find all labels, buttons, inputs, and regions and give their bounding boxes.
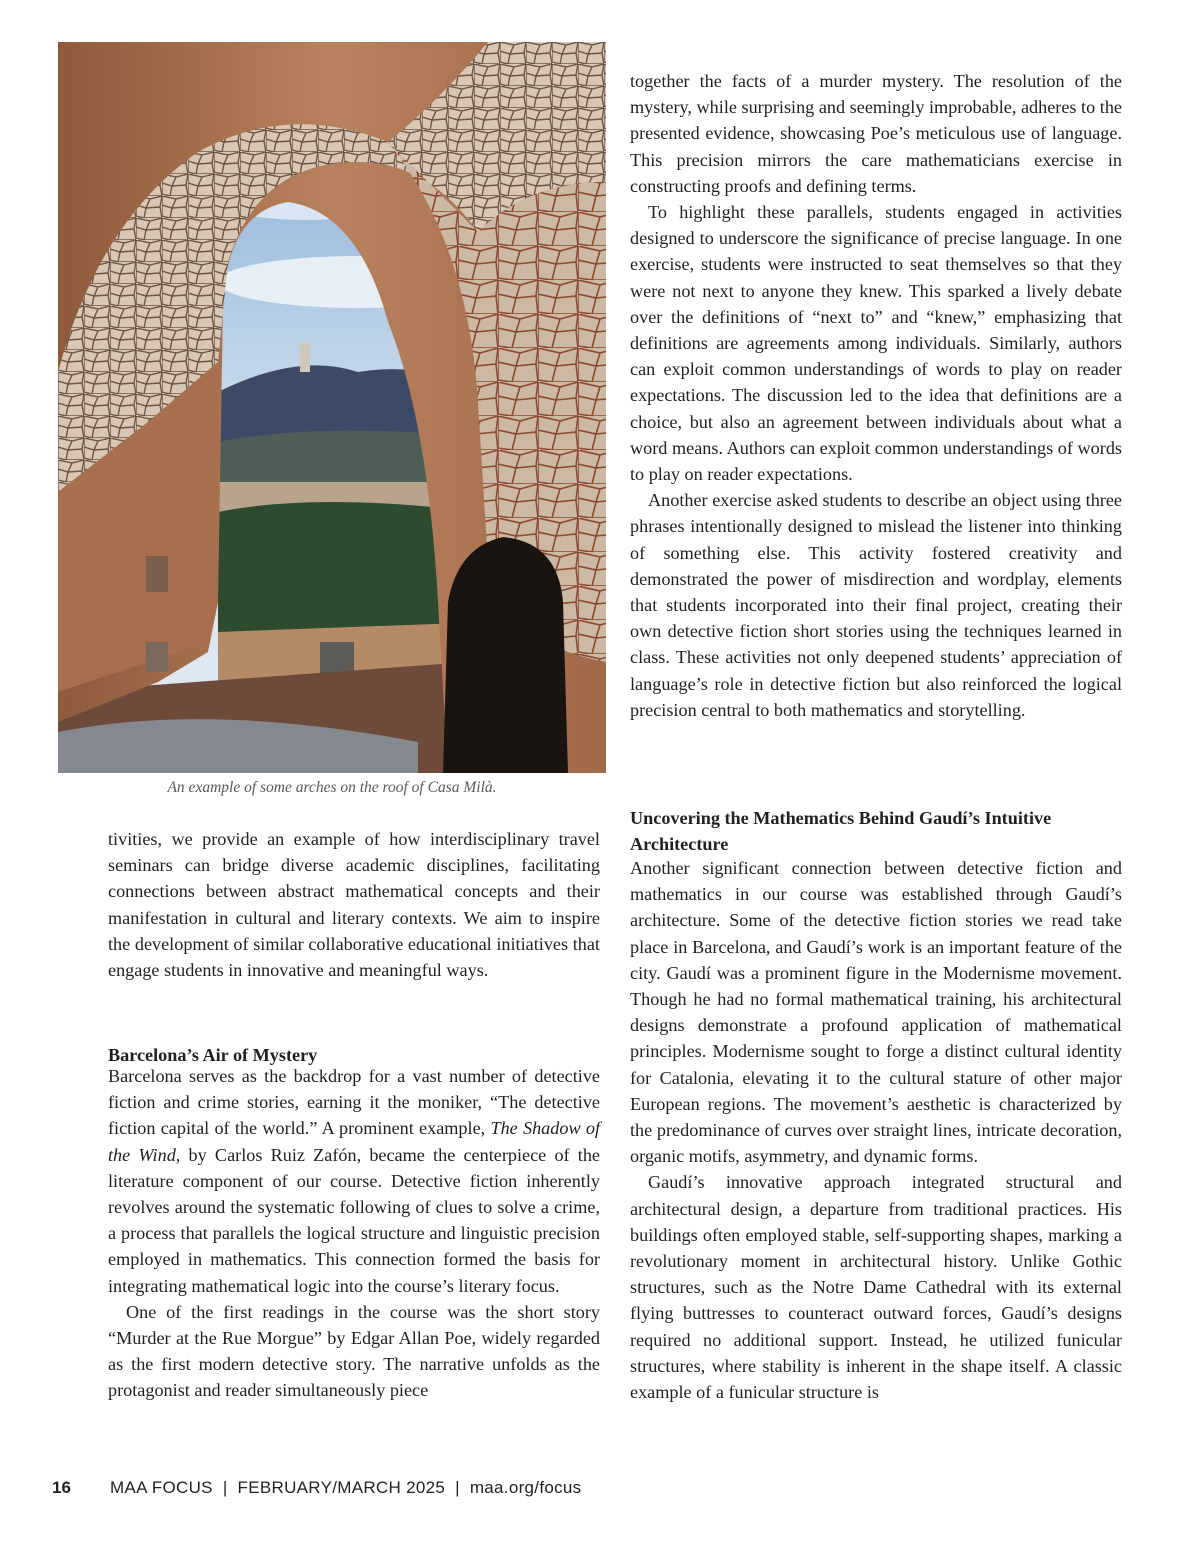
footer-url: maa.org/focus	[469, 1478, 582, 1497]
footer-meta	[110, 1478, 581, 1498]
funicular-paragraph: Gaudí’s innovative approach integrated structural and architectural design, a departure from traditional practices. His buildings often employed stable, self-supporting shapes, marking a revolutionary moment in architectural history. Unlike Gothic structures, such as the Notre Dame Cathedral with its external flying buttresses to counteract outward forces, Gaudí’s designs required no additional support. Instead, he utilized funicular structures, where stability is inherent in the shape itself. A classic example of a funicular structure is	[630, 1172, 1122, 1403]
barcelona-paragraph-text-a: Barcelona serves as the backdrop for a vast number of detective fiction and crime stories, earning it the moniker, “The detective fiction capital of the world.” A prominent example,	[108, 1066, 600, 1139]
murder-mystery-paragraph: together the facts of a murder mystery. The resolution of the mystery, while surprising and seemingly improbable, adheres to the presented evidence, showcasing Poe’s meticulous use of language. This precision mirrors the care mathematicians exercise in constructing proofs and defining terms.	[630, 71, 1122, 196]
misdirection-paragraph: Another exercise asked students to describe an object using three phrases intentionally designed to mislead the listener into thinking of something else. This activity fostered creativity and demonstrated the power of misdirection and wordplay, elements that students incorporated into their final project, creating their own detective fiction short stories using the techniques learned in class. These activities not only deepened students’ appreciation of language’s role in detective fiction but also reinforced the logical precision central to both mathematics and storytelling.	[630, 490, 1122, 720]
book-title: The Shadow of the Wind,	[108, 1118, 600, 1165]
right-column-top	[630, 68, 1122, 723]
gaudi-architecture-paragraph: Another significant connection between detective fiction and mathematics in our course was established through Gaudí’s architecture. Some of the detective fiction stories we read take place in Barcelona, and Gaudí’s work is an important feature of the city. Gaudí was a prominent figure in the Modernisme movement. Though he had no formal mathematical training, his architectural designs demonstrate a profound application of mathematical principles. Modernisme sought to forge a distinct cultural identity for Catalonia, elevating it to the cultural stature of other major European regions. The movement’s aesthetic is characterized by the predominance of curves over straight lines, intricate decoration, organic motifs, asymmetry, and dynamic forms.	[630, 858, 1122, 1167]
left-column-body	[108, 1063, 600, 1404]
page-number: 16	[52, 1478, 71, 1497]
issue-date: FEBRUARY/MARCH 2025	[237, 1478, 446, 1497]
left-column-intro	[108, 826, 600, 983]
photo-caption: An example of some arches on the roof of Casa Milà.	[167, 779, 497, 796]
precise-language-paragraph: To highlight these parallels, students engaged in activities designed to underscore the significance of precise language. In one exercise, students were instructed to seat themselves so that they were not next to anyone they knew. This sparked a lively debate over the definitions of “next to” and “knew,” emphasizing that definitions are agreements among individuals. Similarly, authors can exploit common understandings of words to play on reader expectations. The discussion led to the idea that definitions are a choice, but also an agreement between individuals about what a word means. Authors can exploit common understandings of words to play on reader expectations.	[630, 202, 1122, 485]
casa-mila-photo	[58, 42, 606, 773]
barcelona-paragraph	[108, 1063, 600, 1299]
intro-paragraph: tivities, we provide an example of how interdisciplinary travel seminars can bridge diverse academic disciplines, facilitating connections between abstract mathematical concepts and their manifestation in cultural and literary contexts. We aim to inspire the development of similar collaborative educational initiatives that engage students in innovative and meaningful ways.	[108, 829, 600, 981]
right-column-bottom	[630, 855, 1122, 1405]
publication-name: MAA FOCUS	[110, 1478, 213, 1497]
footer-separator: |	[455, 1478, 460, 1497]
footer-separator: |	[222, 1478, 228, 1497]
casa-mila-rooftop-arches-photo-icon	[58, 42, 606, 773]
section-heading-gaudi: Uncovering the Mathematics Behind Gaudí’s Intuitive Architecture	[630, 808, 1052, 855]
section-heading-barcelona: Barcelona’s Air of Mystery	[108, 1045, 318, 1066]
poe-paragraph: One of the first readings in the course was the short story “Murder at the Rue Morgue” by Edgar Allan Poe, widely regarded as the first modern detective story. The narrative unfolds as the protagonist and reader simultaneously piece	[108, 1301, 600, 1401]
barcelona-paragraph-text-b: by Carlos Ruiz Zafón, became the centerpiece of the literature component of our course. Detective fiction inherently revolves around the systematic following of clues to solve a crime, a process that parallels the logical structure and linguistic precision employed in mathematics. This connection formed the basis for integrating mathematical logic into the course’s literary focus.	[108, 1144, 601, 1296]
